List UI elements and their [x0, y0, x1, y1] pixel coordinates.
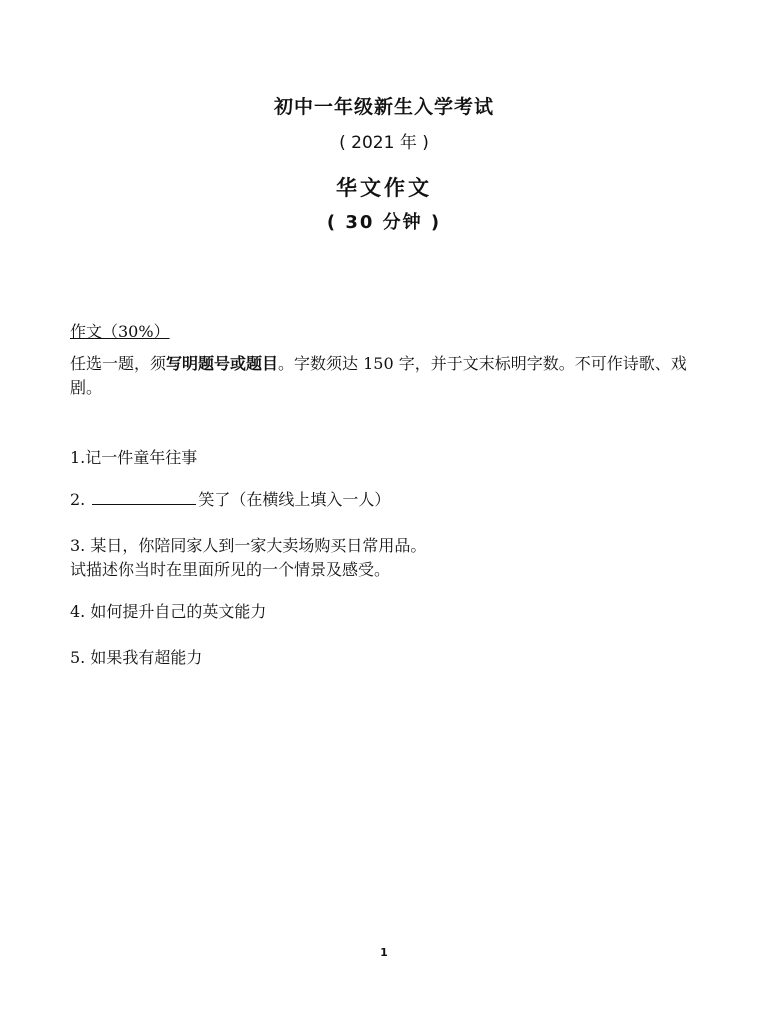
exam-title: 初中一年级新生入学考试: [273, 96, 494, 118]
page-number: 1: [380, 946, 388, 959]
exam-year: ( 2021 年 ): [339, 133, 429, 153]
question-5: 5. 如果我有超能力: [70, 648, 203, 667]
instructions-text-2: 。字数须达 150 字，并于文末标明字数。不可作诗歌、戏剧。: [70, 354, 687, 397]
fill-in-blank-line: [92, 490, 196, 505]
question-1: 1.记一件童年往事: [70, 448, 198, 467]
question-2-number: 2.: [70, 490, 91, 509]
question-2: [70, 488, 700, 512]
section-heading: 作文（30%）: [70, 322, 170, 341]
question-2-text: 笑了（在横线上填入一人）: [198, 490, 391, 509]
instructions: [70, 352, 700, 400]
instructions-text-1: 任选一题，须: [70, 354, 167, 373]
question-4: 4. 如何提升自己的英文能力: [70, 602, 267, 621]
question-3: [70, 534, 700, 582]
question-3-line-2: 试描述你当时在里面所见的一个情景及感受。: [70, 560, 391, 579]
subject-title: 华文作文: [336, 176, 432, 200]
question-3-line-1: 3. 某日，你陪同家人到一家大卖场购买日常用品。: [70, 536, 427, 555]
exam-duration: ( 30 分钟 ): [326, 212, 442, 233]
instructions-emphasis: 写明题号或题目: [166, 354, 279, 373]
